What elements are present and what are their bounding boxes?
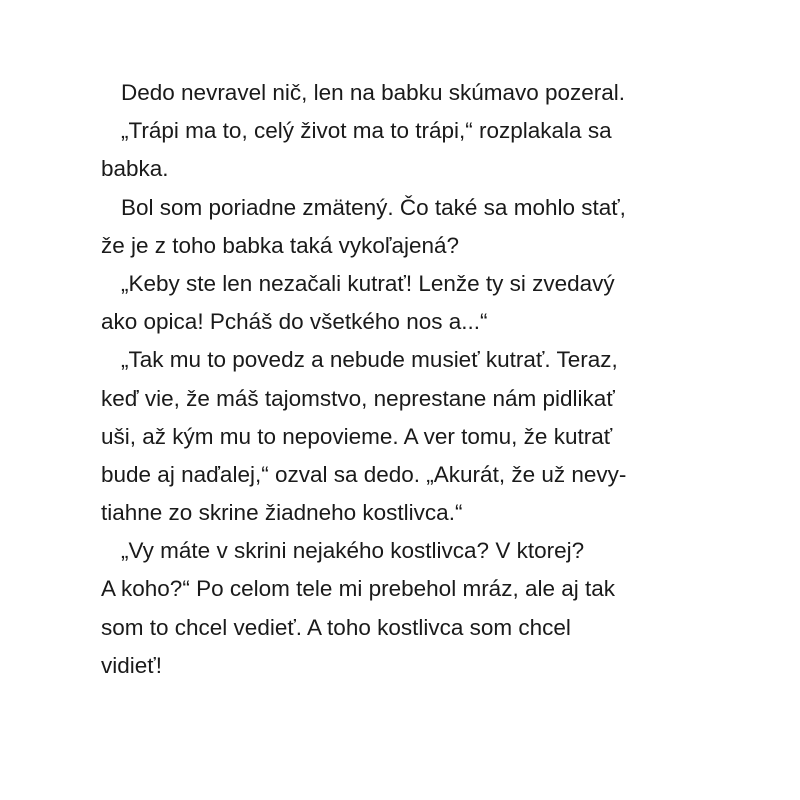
text-line: babka. <box>101 156 169 182</box>
text-line: „Tak mu to povedz a nebude musieť kutrať. Teraz, <box>121 347 618 373</box>
text-line: keď vie, že máš tajomstvo, neprestane nám pidlikať <box>101 385 615 411</box>
body-text <box>101 74 711 685</box>
text-line: A koho?“ Po celom tele mi prebehol mráz, ale aj tak <box>101 576 616 602</box>
text-line: „Keby ste len nezačali kutrať! Lenže ty si zvedavý <box>121 270 615 296</box>
text-line: uši, až kým mu to nepovieme. A ver tomu, že kutrať <box>101 423 613 449</box>
text-line: vidieť! <box>101 652 162 678</box>
text-line: „Vy máte v skrini nejakého kostlivca? V ktorej? <box>121 538 585 564</box>
text-line: som to chcel vedieť. A toho kostlivca som chcel <box>101 614 571 640</box>
text-line: „Trápi ma to, celý život ma to trápi,“ rozplakala sa <box>121 118 612 144</box>
text-line: že je z toho babka taká vykoľajená? <box>101 232 460 258</box>
text-line: bude aj naďalej,“ ozval sa dedo. „Akurát, že už nevy- <box>101 461 627 487</box>
text-line: Dedo nevravel nič, len na babku skúmavo pozeral. <box>121 80 626 105</box>
text-line: Bol som poriadne zmätený. Čo také sa mohlo stať, <box>121 194 626 220</box>
text-line: ako opica! Pcháš do všetkého nos a...“ <box>101 309 488 335</box>
text-line: tiahne zo skrine žiadneho kostlivca.“ <box>101 500 463 526</box>
